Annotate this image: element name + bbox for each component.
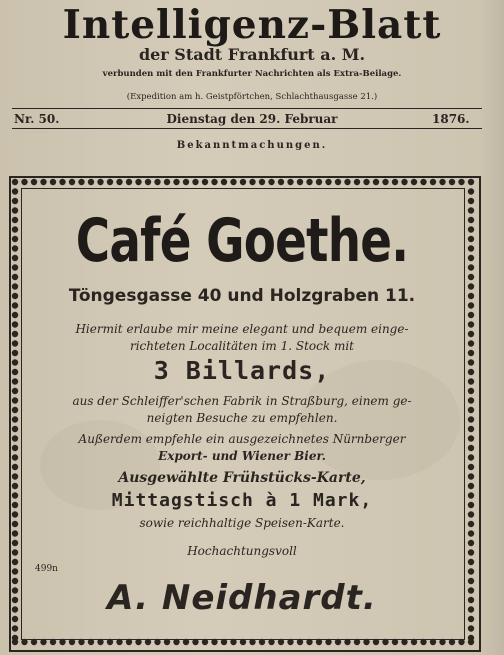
border-dot: [468, 530, 474, 536]
ad-line-6: Export- und Wiener Bier.: [158, 449, 326, 463]
border-dot: [116, 179, 122, 185]
border-dot: [468, 502, 474, 508]
border-dot: [40, 179, 46, 185]
border-dot: [211, 179, 217, 185]
border-dot: [468, 549, 474, 555]
border-dot: [12, 293, 18, 299]
border-dot: [468, 625, 474, 631]
border-dot: [325, 179, 331, 185]
border-dot: [439, 179, 445, 185]
border-dot: [344, 179, 350, 185]
border-dot: [468, 321, 474, 327]
border-dot: [468, 492, 474, 498]
border-dot: [468, 473, 474, 479]
border-dot: [468, 378, 474, 384]
border-dot: [468, 369, 474, 375]
border-dot: [12, 236, 18, 242]
border-dot: [107, 179, 113, 185]
border-dot: [468, 340, 474, 346]
border-dot: [468, 435, 474, 441]
border-dot: [12, 635, 18, 641]
border-dot: [88, 179, 94, 185]
border-dot: [468, 264, 474, 270]
ad-line-3: aus der Schleiffer'schen Fabrik in Straßburg, einem ge-: [72, 394, 412, 408]
border-dot: [97, 179, 103, 185]
border-dot: [468, 217, 474, 223]
ad-line-4: neigten Besuche zu empfehlen.: [146, 411, 338, 425]
border-dot: [12, 188, 18, 194]
border-dot: [468, 568, 474, 574]
border-dot: [12, 511, 18, 517]
border-dot: [12, 179, 18, 185]
border-dot: [12, 359, 18, 365]
border-dot: [31, 179, 37, 185]
border-dot: [173, 179, 179, 185]
border-dot: [468, 464, 474, 470]
border-dot: [12, 245, 18, 251]
border-dot: [468, 397, 474, 403]
border-dot: [268, 179, 274, 185]
border-dot: [468, 350, 474, 356]
border-dot: [12, 264, 18, 270]
border-dot: [468, 587, 474, 593]
issue-date: Dienstag den 29. Februar: [166, 112, 338, 126]
issue-year: 1876.: [432, 112, 470, 126]
border-dot: [12, 502, 18, 508]
border-dot: [468, 445, 474, 451]
border-dot: [12, 302, 18, 308]
border-dot: [12, 283, 18, 289]
border-dot: [12, 549, 18, 555]
border-dot: [468, 426, 474, 432]
section-heading: Bekanntmachungen.: [176, 140, 328, 151]
border-dot: [468, 521, 474, 527]
border-dot: [78, 179, 84, 185]
border-dot: [12, 397, 18, 403]
border-dot: [192, 179, 198, 185]
border-dot: [12, 587, 18, 593]
border-dot: [12, 340, 18, 346]
border-dot: [468, 388, 474, 394]
border-dot: [468, 359, 474, 365]
border-dot: [12, 207, 18, 213]
border-dot: [468, 511, 474, 517]
border-dot: [221, 179, 227, 185]
border-dot: [316, 179, 322, 185]
border-dot: [230, 179, 236, 185]
border-dot: [12, 255, 18, 261]
border-dot: [382, 179, 388, 185]
border-dot: [468, 483, 474, 489]
border-dot: [468, 207, 474, 213]
border-dot: [12, 464, 18, 470]
border-dot: [468, 226, 474, 232]
border-dot: [468, 188, 474, 194]
border-dot: [240, 179, 246, 185]
border-dot: [12, 217, 18, 223]
border-dot: [458, 179, 464, 185]
border-dot: [12, 521, 18, 527]
masthead-tagline: verbunden mit den Frankfurter Nachrichten als Extra-Beilage.: [102, 69, 402, 79]
border-dot: [12, 616, 18, 622]
ad-line-8: Mittagstisch à 1 Mark,: [111, 490, 373, 511]
border-dot: [12, 388, 18, 394]
border-dot: [183, 179, 189, 185]
border-dot: [59, 179, 65, 185]
border-dot: [12, 416, 18, 422]
border-dot: [12, 559, 18, 565]
masthead-title: Intelligenz-Blatt: [62, 2, 442, 48]
ad-title: Café Goethe.: [75, 206, 409, 276]
border-dot: [154, 179, 160, 185]
border-dot: [12, 226, 18, 232]
border-dot: [135, 179, 141, 185]
border-dot: [12, 321, 18, 327]
border-dot: [69, 179, 75, 185]
border-dot: [468, 302, 474, 308]
masthead-expedition: (Expedition am h. Geistpförtchen, Schlachthausgasse 21.): [126, 92, 378, 102]
border-dot: [468, 245, 474, 251]
border-dot: [468, 331, 474, 337]
border-dot: [468, 179, 474, 185]
border-dot: [287, 179, 293, 185]
border-dot: [12, 606, 18, 612]
border-dot: [468, 454, 474, 460]
border-dot: [12, 378, 18, 384]
border-dot: [468, 416, 474, 422]
border-dot: [12, 350, 18, 356]
border-dot: [468, 283, 474, 289]
border-dot: [164, 179, 170, 185]
border-dot: [420, 179, 426, 185]
border-dot: [468, 236, 474, 242]
border-dot: [468, 293, 474, 299]
border-dot: [12, 597, 18, 603]
border-dot: [468, 274, 474, 280]
border-dot: [259, 179, 265, 185]
border-dot: [306, 179, 312, 185]
border-dot: [249, 179, 255, 185]
ad-reference-number: 499n: [35, 564, 58, 574]
border-dot: [12, 473, 18, 479]
border-dot: [126, 179, 132, 185]
border-dot: [12, 454, 18, 460]
ad-line-1: Hiermit erlaube mir meine elegant und bequem einge-: [75, 322, 409, 336]
ad-signature: A. Neidhardt.: [107, 578, 377, 618]
border-dot: [468, 255, 474, 261]
ad-line-5: Außerdem empfehle ein ausgezeichnetes Nürnberger: [78, 432, 406, 446]
border-dot: [430, 179, 436, 185]
border-dot: [468, 559, 474, 565]
border-dot: [468, 407, 474, 413]
border-dot: [12, 312, 18, 318]
border-dot: [468, 616, 474, 622]
issue-number: Nr. 50.: [14, 112, 60, 126]
border-dot: [12, 568, 18, 574]
ad-address: Töngesgasse 40 und Holzgraben 11.: [68, 286, 416, 306]
border-dot: [12, 274, 18, 280]
border-dot: [411, 179, 417, 185]
ad-line-9: sowie reichhaltige Speisen-Karte.: [139, 516, 345, 530]
border-dot: [363, 179, 369, 185]
border-dot: [12, 540, 18, 546]
ad-closing: Hochachtungsvoll: [187, 544, 297, 558]
border-dot: [468, 635, 474, 641]
border-dot: [12, 407, 18, 413]
border-dot: [12, 369, 18, 375]
border-dot: [335, 179, 341, 185]
ad-line-2: richteten Localitäten im 1. Stock mit: [129, 339, 354, 353]
border-dot: [50, 179, 56, 185]
border-dot: [12, 435, 18, 441]
border-dot: [401, 179, 407, 185]
border-dot: [12, 492, 18, 498]
border-dot: [145, 179, 151, 185]
border-dot: [12, 530, 18, 536]
border-dot: [278, 179, 284, 185]
ad-line-7: Ausgewählte Frühstücks-Karte,: [118, 470, 366, 486]
masthead-subtitle: der Stadt Frankfurt a. M.: [138, 45, 366, 64]
border-dot: [202, 179, 208, 185]
border-dot: [297, 179, 303, 185]
border-dot: [468, 597, 474, 603]
ad-billiards: 3 Billards,: [153, 356, 331, 385]
border-dot: [21, 179, 27, 185]
border-dot: [468, 540, 474, 546]
border-dot: [468, 312, 474, 318]
border-dot: [468, 198, 474, 204]
border-dot: [468, 606, 474, 612]
border-dot: [12, 483, 18, 489]
border-dot: [12, 445, 18, 451]
border-dot: [354, 179, 360, 185]
border-dot: [392, 179, 398, 185]
border-dot: [12, 426, 18, 432]
border-dot: [449, 179, 455, 185]
border-dot: [468, 578, 474, 584]
border-dot: [373, 179, 379, 185]
border-dot: [12, 578, 18, 584]
border-dot: [12, 331, 18, 337]
border-dot: [12, 625, 18, 631]
border-dot: [12, 198, 18, 204]
